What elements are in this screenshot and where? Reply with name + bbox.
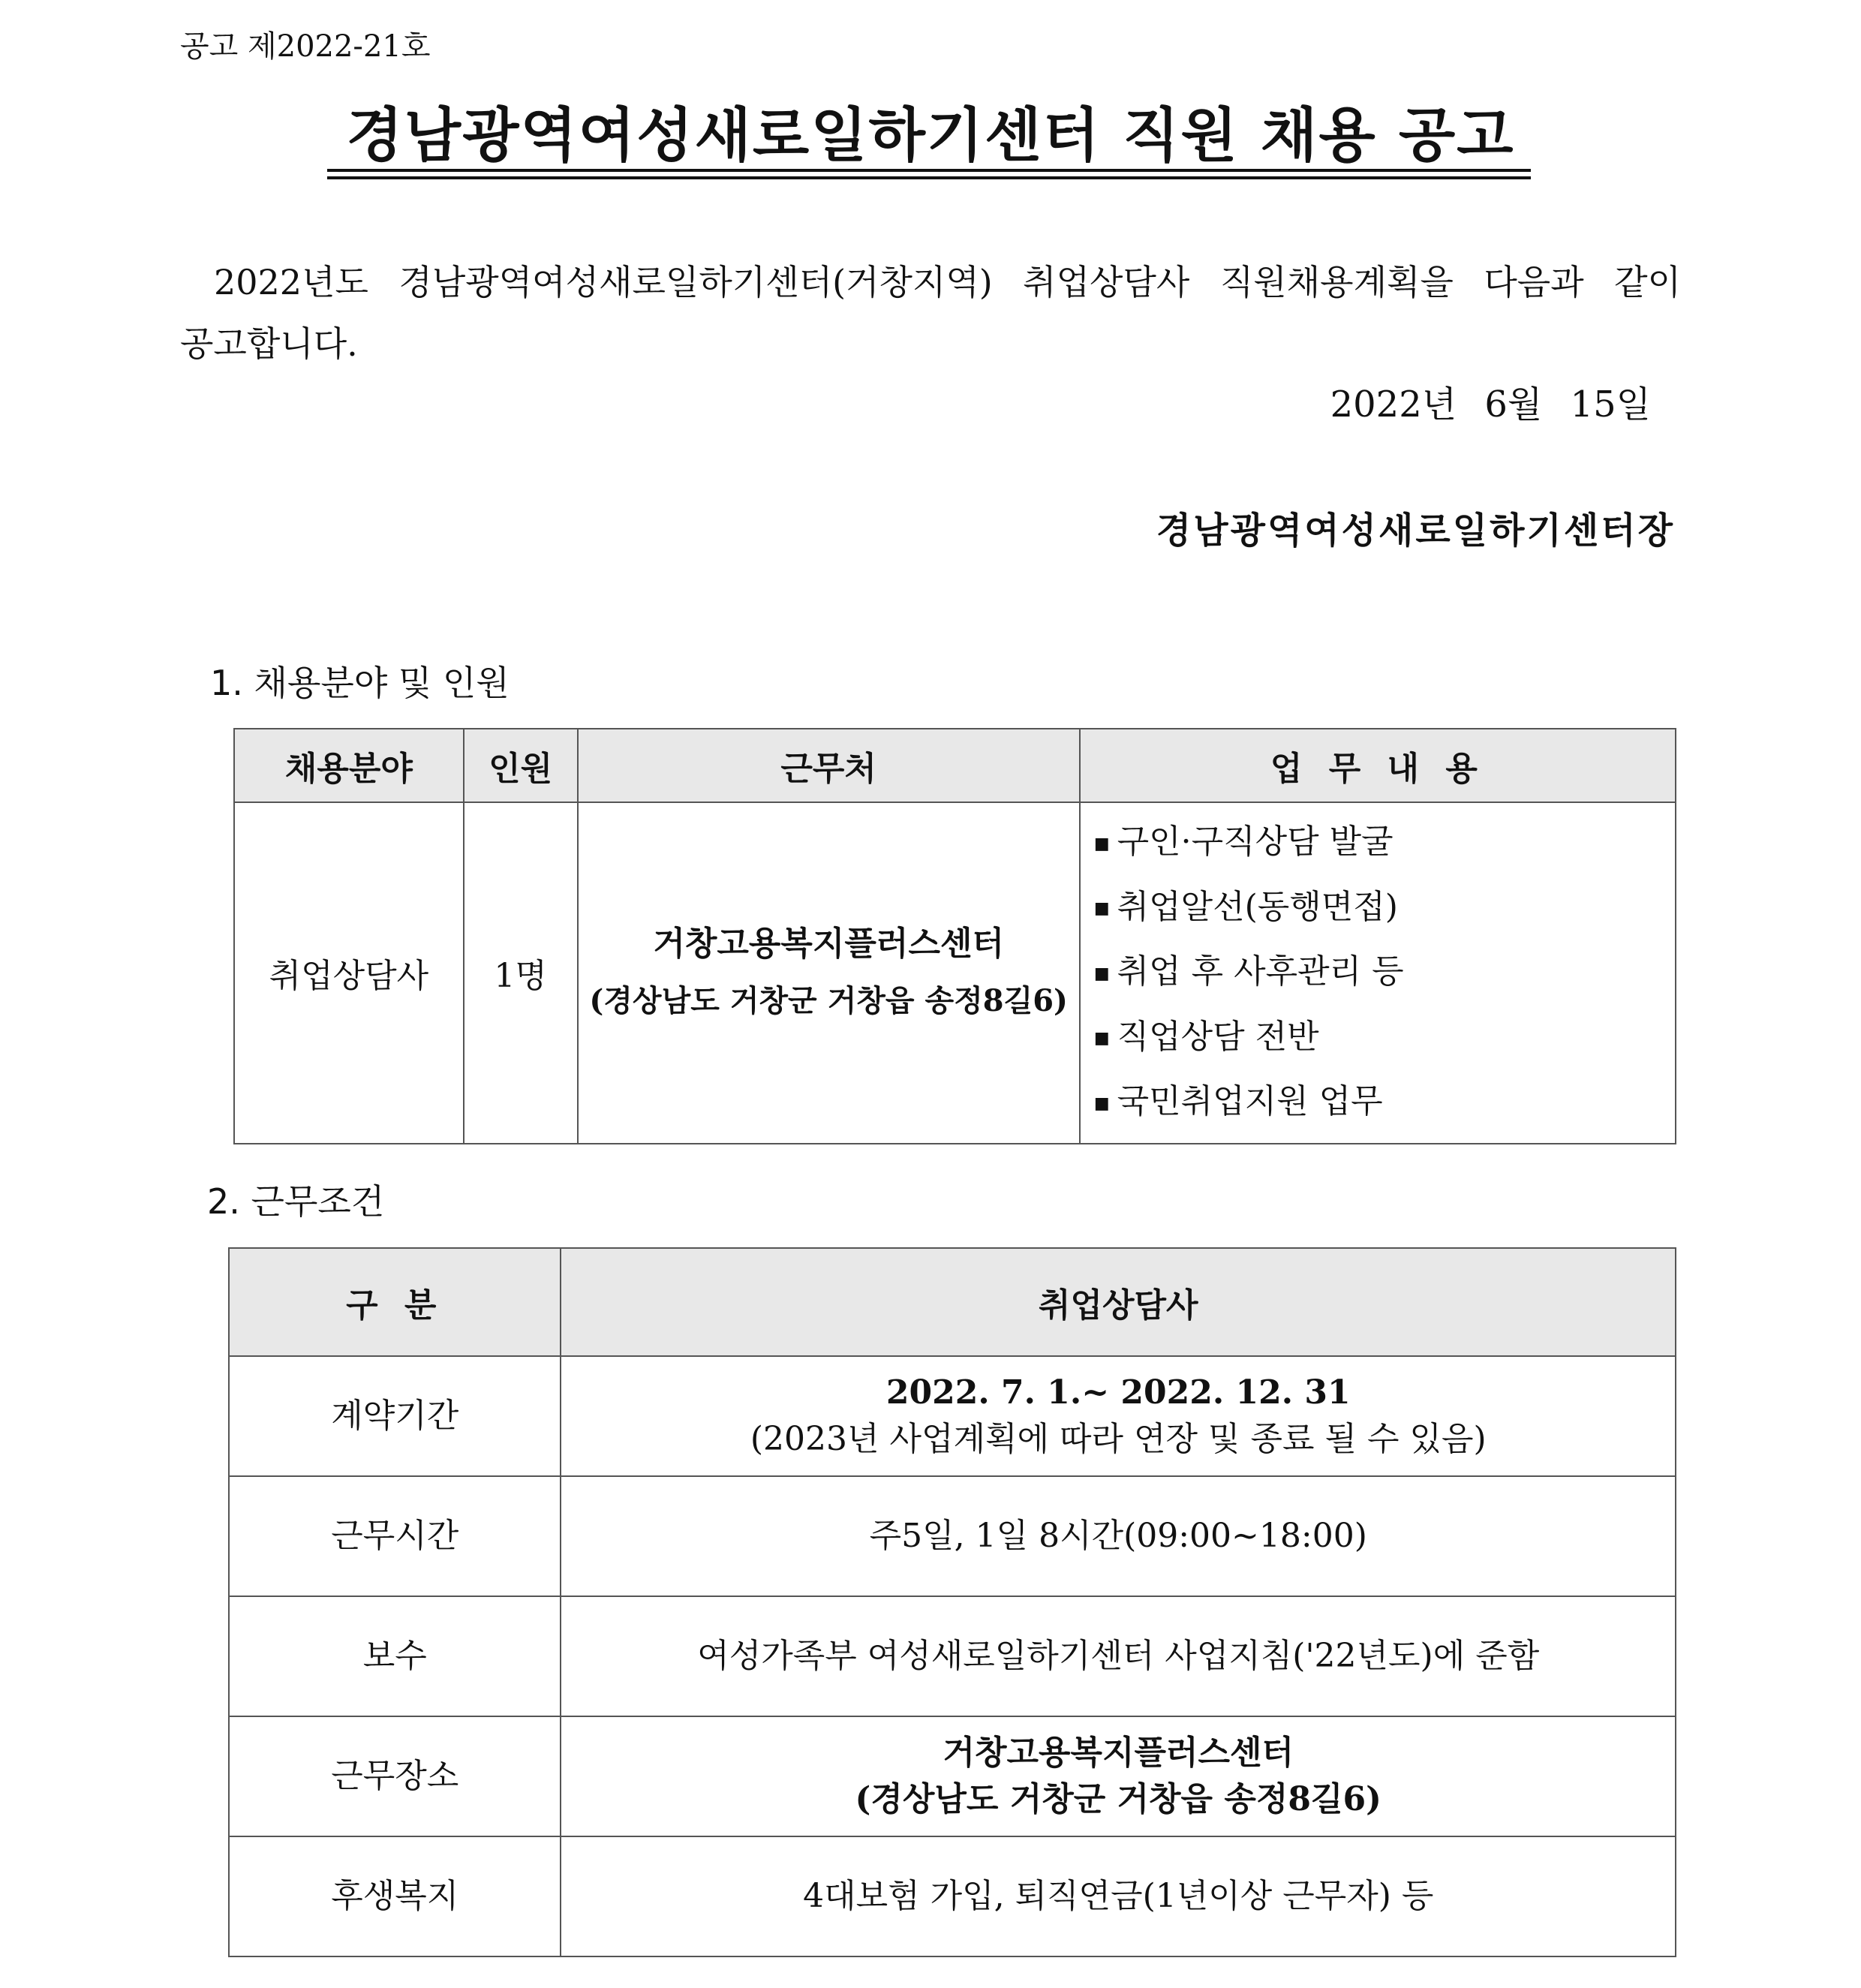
header-workplace: 근무처 <box>578 729 1080 802</box>
row-value <box>561 1716 1676 1836</box>
duty-item <box>1094 811 1675 876</box>
duty-text: 직업상담 전반 <box>1117 1017 1319 1056</box>
workplace-address: (경상남도 거창군 거창읍 송정8길6) <box>589 983 1068 1019</box>
duty-item <box>1094 940 1675 1006</box>
duty-text: 국민취업지원 업무 <box>1117 1082 1383 1120</box>
cell-workplace <box>578 802 1080 1144</box>
work-location-name: 거창고용복지플러스센터 <box>943 1734 1294 1772</box>
workplace-name: 거창고용복지플러스센터 <box>653 925 1004 964</box>
announcement-date: 2022년 6월 15일 <box>1330 383 1651 426</box>
conditions-table <box>228 1247 1676 1957</box>
square-bullet-icon: ■ <box>1093 899 1110 918</box>
square-bullet-icon: ■ <box>1093 964 1110 983</box>
duty-text: 구인·구직상담 발굴 <box>1117 823 1393 861</box>
row-value: 주5일, 1일 8시간(09:00~18:00) <box>561 1476 1676 1596</box>
row-label: 보수 <box>229 1596 561 1716</box>
table-row <box>229 1716 1676 1836</box>
duty-text: 취업알선(동행면접) <box>1117 887 1398 926</box>
work-location-address: (경상남도 거창군 거창읍 송정8길6) <box>855 1780 1381 1818</box>
header-duties: 업 무 내 용 <box>1080 729 1676 802</box>
notice-number: 공고 제2022-21호 <box>180 29 431 64</box>
square-bullet-icon: ■ <box>1093 1093 1110 1113</box>
cell-count: 1명 <box>464 802 578 1144</box>
duty-item <box>1094 1070 1675 1135</box>
table-header-row <box>234 729 1676 802</box>
intro-paragraph: 2022년도 경남광역여성새로일하기센터(거창지역) 취업상담사 직원채용계획을 다음과 같이 공고합니다. <box>180 262 1681 364</box>
duty-text: 취업 후 사후관리 등 <box>1117 952 1404 991</box>
title-double-underline <box>327 169 1531 179</box>
signer-name: 경남광역여성새로일하기센터장 <box>1156 510 1675 552</box>
duty-item <box>1094 1006 1675 1071</box>
cell-field: 취업상담사 <box>234 802 464 1144</box>
row-value: 여성가족부 여성새로일하기센터 사업지침('22년도)에 준함 <box>561 1596 1676 1716</box>
cell-duties <box>1080 802 1676 1144</box>
row-label: 근무장소 <box>229 1716 561 1836</box>
table-row <box>229 1596 1676 1716</box>
contract-note: (2023년 사업계획에 따라 연장 및 종료 될 수 있음) <box>750 1420 1487 1458</box>
table-row <box>229 1836 1676 1956</box>
section2-heading: 2. 근무조건 <box>207 1181 385 1222</box>
contract-period: 2022. 7. 1.~ 2022. 12. 31 <box>885 1373 1351 1412</box>
header-field: 채용분야 <box>234 729 464 802</box>
row-label: 계약기간 <box>229 1356 561 1476</box>
table-row <box>229 1476 1676 1596</box>
header-count: 인원 <box>464 729 578 802</box>
page-title: 경남광역여성새로일하기센터 직원 채용 공고 <box>346 102 1515 170</box>
row-value <box>561 1356 1676 1476</box>
row-label: 후생복지 <box>229 1836 561 1956</box>
header-position: 취업상담사 <box>561 1248 1676 1356</box>
square-bullet-icon: ■ <box>1093 1029 1110 1048</box>
table-header-row <box>229 1248 1676 1356</box>
duty-item <box>1094 876 1675 941</box>
recruitment-table <box>233 728 1676 1144</box>
row-label: 근무시간 <box>229 1476 561 1596</box>
square-bullet-icon: ■ <box>1093 834 1110 853</box>
row-value: 4대보험 가입, 퇴직연금(1년이상 근무자) 등 <box>561 1836 1676 1956</box>
section1-heading: 1. 채용분야 및 인원 <box>210 663 510 703</box>
table-row <box>234 802 1676 1144</box>
table-row <box>229 1356 1676 1476</box>
header-category: 구 분 <box>229 1248 561 1356</box>
